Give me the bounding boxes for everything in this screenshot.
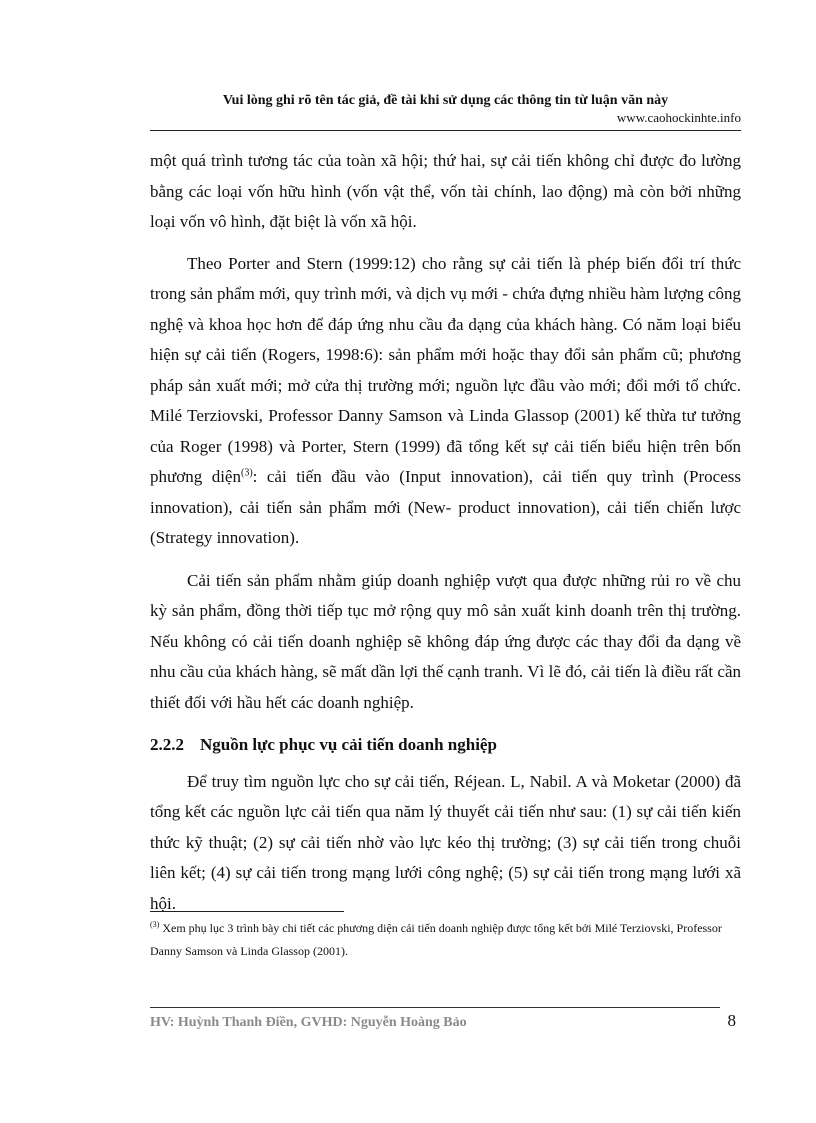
paragraph-4: Để truy tìm nguồn lực cho sự cải tiến, Réjean. L, Nabil. A và Moketar (2000) đã tổng kết các nguồn lực cải tiến qua năm lý thuyết cải tiến như sau: (1) sự cải tiến kiến thức kỹ thuật; (2) sự cải tiến nhờ vào lực kéo thị trường; (3) sự cải tiến trong chuỗi liên kết; (4) sự cải tiến trong mạng lưới công nghệ; (5) sự cải tiến trong mạng lưới xã hội. bbox=[150, 771, 741, 913]
footnote-reference: (3) bbox=[240, 467, 253, 479]
page-number: 8 bbox=[727, 1011, 736, 1030]
paragraph-1: một quá trình tương tác của toàn xã hội; thứ hai, sự cải tiến không chỉ được đo lường bằng các loại vốn hữu hình (vốn vật thể, vốn tài chính, lao động) mà còn bởi những loại vốn vô hình, đặt biệt là vốn xã hội. bbox=[150, 151, 741, 231]
footer-divider bbox=[150, 1007, 720, 1008]
section-title: Nguồn lực phục vụ cải tiến doanh nghiệp bbox=[200, 735, 497, 754]
header-url: www.caohockinhte.info bbox=[616, 110, 741, 125]
paragraph-2-text-b: : cải tiến đầu vào (Input innovation), cải tiến quy trình (Process innovation), cải tiến sản phẩm mới (New- product innovation), cải tiến chiến lược (Strategy innovation). bbox=[150, 467, 741, 547]
header-divider bbox=[150, 130, 741, 131]
footnote-divider bbox=[150, 911, 344, 912]
footnote-text: Xem phụ lục 3 trình bày chi tiết các phương diện cải tiến doanh nghiệp được tổng kết bởi Milé Terziovski, Professor Danny Samson và Linda Glassop (2001). bbox=[150, 921, 722, 958]
footnote-marker: (3) bbox=[150, 920, 160, 929]
header-title: Vui lòng ghi rõ tên tác giả, đề tài khi sử dụng các thông tin từ luận văn này bbox=[222, 93, 669, 108]
document-body bbox=[150, 146, 741, 919]
footer-author: HV: Huỳnh Thanh Điền, GVHD: Nguyễn Hoàng Bảo bbox=[150, 1015, 467, 1030]
footnote bbox=[150, 917, 745, 963]
section-number: 2.2.2 bbox=[150, 735, 184, 754]
paragraph-3: Cải tiến sản phẩm nhằm giúp doanh nghiệp vượt qua được những rủi ro về chu kỳ sản phẩm, đồng thời tiếp tục mở rộng quy mô sản xuất kinh doanh trên thị trường. Nếu không có cải tiến doanh nghiệp sẽ không đáp ứng được các thay đổi đa dạng về nhu cầu của khách hàng, sẽ mất dần lợi thế cạnh tranh. Vì lẽ đó, cải tiến là điều rất cần thiết đối với hầu hết các doanh nghiệp. bbox=[150, 570, 741, 712]
paragraph-2 bbox=[150, 249, 741, 554]
section-heading bbox=[150, 730, 741, 761]
paragraph-2-text-a: Theo Porter and Stern (1999:12) cho rằng sự cải tiến là phép biến đổi trí thức trong sản phẩm mới, quy trình mới, và dịch vụ mới - chứa đựng nhiều hàm lượng công nghệ và khoa học hơn để đáp ứng nhu cầu đa dạng của khách hàng. Có năm loại biểu hiện sự cải tiến (Rogers, 1998:6): sản phẩm mới hoặc thay đổi sản phẩm cũ; phương pháp sản xuất mới; mở cửa thị trường mới; nguồn lực đầu vào mới; đổi mới tổ chức. Milé Terziovski, Professor Danny Samson và Linda Glassop (2001) kế thừa tư tưởng của Roger (1998) và Porter, Stern (1999) đã tổng kết sự cải tiến biểu hiện trên bốn phương diện bbox=[150, 253, 741, 486]
